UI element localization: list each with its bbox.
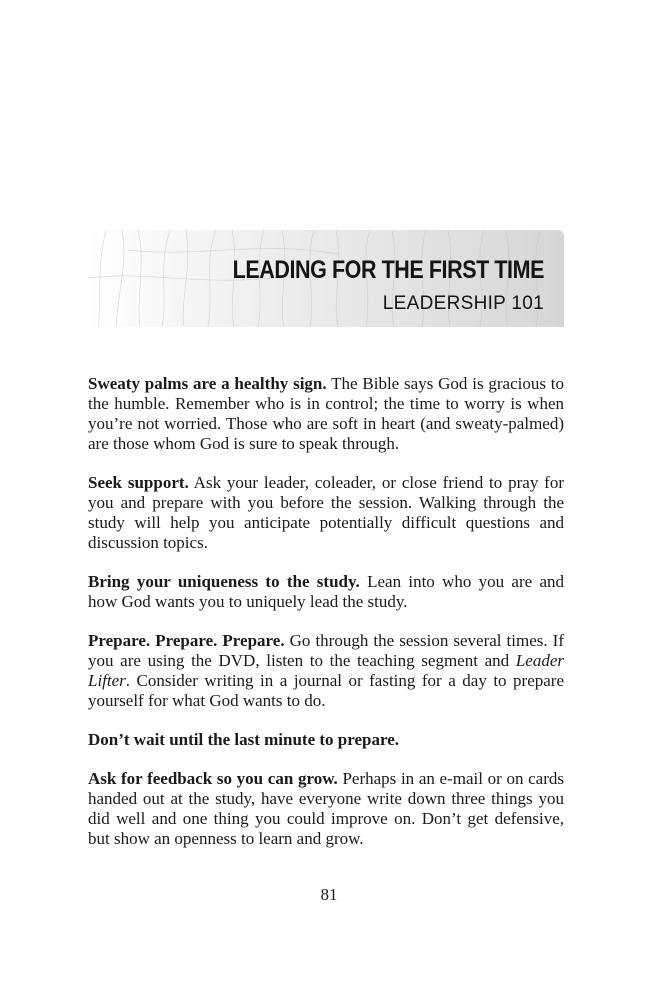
tip-lead: Prepare. Prepare. Prepare. xyxy=(88,631,285,650)
tip-text: Go through the session several times. If you are using the DVD, listen to the teaching segment and xyxy=(88,631,565,670)
chapter-subtitle: LEADERSHIP 101 xyxy=(382,293,544,314)
tip-paragraph xyxy=(88,631,564,711)
tip-paragraph xyxy=(88,572,564,612)
tip-text: Perhaps in an e-mail or on cards handed out at the study, have everyone write down three things you did well and one thing you could improve on. Don’t get defensive, but show an openness to learn and grow. xyxy=(88,769,564,848)
tip-text: . Consider writing in a journal or fasting for a day to prepare yourself for what God wants to do. xyxy=(88,671,564,710)
tip-lead: Don’t wait until the last minute to prepare. xyxy=(88,730,400,749)
tip-lead: Bring your uniqueness to the study. xyxy=(88,572,360,591)
tip-lead: Ask for feedback so you can grow. xyxy=(88,769,338,788)
chapter-title: LEADING FOR THE FIRST TIME xyxy=(232,256,544,284)
tip-text: Lean into who you are and how God wants you to uniquely lead the study. xyxy=(88,572,564,611)
tip-paragraph xyxy=(88,769,564,849)
tip-text: Ask your leader, coleader, or close friend to pray for you and prepare with you before the session. Walking through the study will help you anticipate potentially difficult questions and discussion topics. xyxy=(88,473,564,552)
tip-paragraph xyxy=(88,374,564,454)
tip-lead: Seek support. xyxy=(88,473,189,492)
tips-list xyxy=(88,374,564,868)
tip-paragraph xyxy=(88,473,564,553)
tip-text: The Bible says God is gracious to the humble. Remember who is in control; the time to worry is when you’re not worried. Those who are soft in heart (and sweaty-palmed) are those whom God is sure to speak through. xyxy=(88,374,564,453)
chapter-banner xyxy=(88,230,564,327)
tip-lead: Sweaty palms are a healthy sign. xyxy=(88,374,327,393)
page-number: 81 xyxy=(320,885,338,904)
tip-italic-text: Leader Lifter xyxy=(88,651,564,690)
tip-paragraph xyxy=(88,730,564,750)
